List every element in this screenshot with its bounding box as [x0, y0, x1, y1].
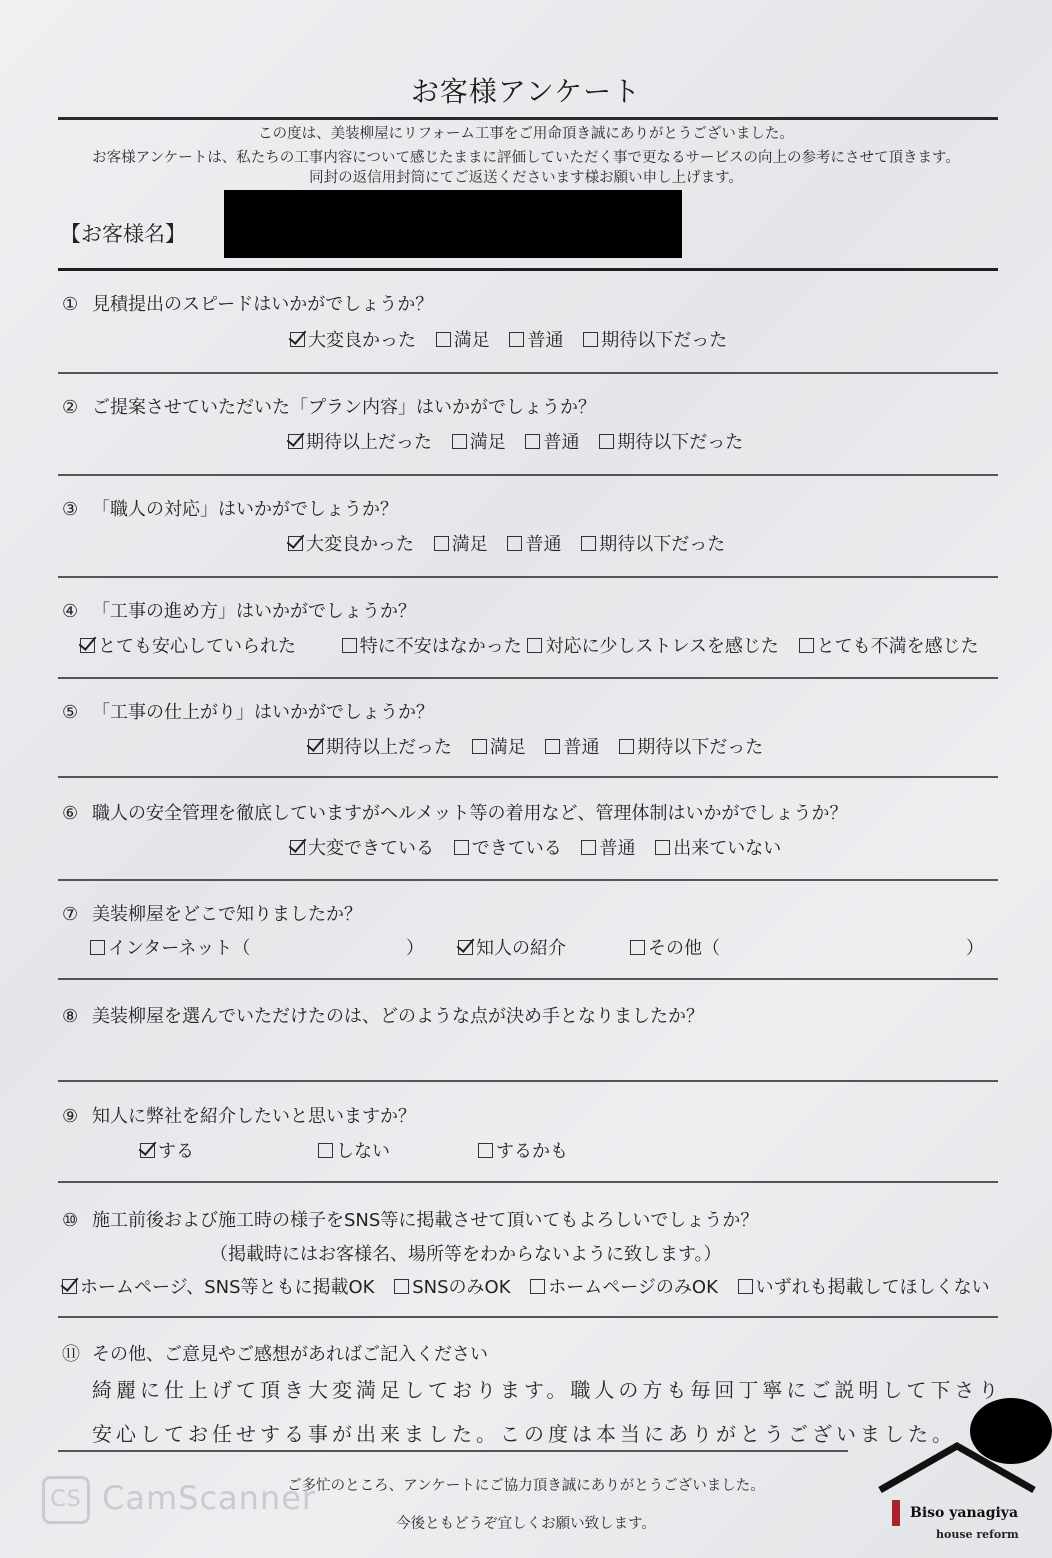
question-2 [62, 393, 596, 419]
option[interactable]: 普通 [581, 834, 635, 860]
question-text: 知人に弊社を紹介したいと思いますか？ [92, 1106, 416, 1127]
option[interactable]: 大変良かった [288, 530, 414, 556]
checked-checkbox-icon[interactable] [458, 940, 473, 955]
checked-checkbox-icon[interactable] [140, 1143, 155, 1158]
checked-checkbox-icon[interactable] [308, 739, 323, 754]
checkbox-icon[interactable] [583, 332, 598, 347]
page-title: お客様アンケート [410, 75, 642, 108]
question-number: ⑪ [62, 1344, 80, 1365]
question-text: 見積提出のスピードはいかがでしょうか？ [92, 294, 434, 315]
customer-name-rule [58, 268, 998, 271]
question-11 [62, 1340, 488, 1366]
section-rule [58, 978, 998, 980]
option[interactable]: 普通 [545, 733, 599, 759]
option[interactable]: 満足 [472, 733, 526, 759]
checkbox-icon[interactable] [509, 332, 524, 347]
footer-regards: 今後ともどうぞ宜しくお願い致します。 [396, 1516, 656, 1532]
option[interactable]: 期待以上だった [308, 733, 452, 759]
option-yes[interactable]: する [140, 1137, 194, 1163]
question-9 [62, 1102, 416, 1128]
close-paren: ） [966, 938, 984, 959]
option[interactable]: いずれも掲載してほしくない [738, 1273, 990, 1299]
checked-checkbox-icon[interactable] [288, 536, 303, 551]
section-rule [58, 776, 998, 778]
checkbox-icon[interactable] [799, 638, 814, 653]
option[interactable]: 普通 [509, 326, 563, 352]
question-number: ⑥ [62, 803, 79, 824]
option[interactable]: SNSのみOK [394, 1273, 510, 1299]
checkbox-icon[interactable] [434, 536, 449, 551]
checkbox-icon[interactable] [738, 1279, 753, 1294]
question-1 [62, 290, 433, 316]
section-rule [58, 1181, 998, 1183]
option[interactable]: 期待以下だった [619, 733, 763, 759]
question-text: 施工前後および施工時の様子をSNS等に掲載させて頂いてもよろしいでしょうか？ [92, 1210, 759, 1231]
logo-subtitle: house reform [936, 1528, 1019, 1541]
checkbox-icon[interactable] [581, 536, 596, 551]
camscanner-logo-icon: CS [42, 1476, 90, 1524]
section-rule [58, 576, 998, 578]
question-number: ⑨ [62, 1106, 79, 1127]
question-text: 「職人の対応」はいかがでしょうか？ [92, 499, 398, 520]
checked-checkbox-icon[interactable] [290, 840, 305, 855]
options-q3 [288, 530, 739, 556]
customer-name-label: 【お客様名】 [60, 222, 186, 246]
checkbox-icon[interactable] [478, 1143, 493, 1158]
question-number: ⑦ [62, 904, 79, 925]
customer-name-redaction [224, 190, 682, 258]
options-q10 [62, 1273, 990, 1299]
footer-thanks: ご多忙のところ、アンケートにご協力頂き誠にありがとうございました。 [287, 1478, 765, 1494]
options-q4 [80, 632, 993, 658]
checkbox-icon[interactable] [318, 1143, 333, 1158]
question-text: 美装柳屋をどこで知りましたか？ [92, 904, 362, 925]
option[interactable]: とても安心していられた [80, 632, 296, 658]
option-referral[interactable]: 知人の紹介 [458, 934, 566, 960]
question-3 [62, 495, 398, 521]
checkbox-icon[interactable] [527, 638, 542, 653]
question-text: 職人の安全管理を徹底していますがヘルメット等の着用など、管理体制はいかがでしょうか？ [92, 803, 848, 824]
question-number: ⑤ [62, 702, 79, 723]
question-number: ④ [62, 601, 79, 622]
intro-line-3: 同封の返信用封筒にてご返送くださいます様お願い申し上げます。 [309, 170, 743, 186]
option[interactable]: 普通 [507, 530, 561, 556]
question-number: ⑧ [62, 1006, 79, 1027]
options-q5 [308, 733, 777, 759]
section-rule [58, 372, 998, 374]
question-text: 美装柳屋を選んでいただけたのは、どのような点が決め手となりましたか？ [92, 1006, 704, 1027]
checkbox-icon[interactable] [655, 840, 670, 855]
question-6 [62, 799, 847, 825]
option[interactable]: ホームページ、SNS等ともに掲載OK [62, 1273, 375, 1299]
checkbox-icon[interactable] [454, 840, 469, 855]
question-text: 「工事の進め方」はいかがでしょうか？ [92, 601, 416, 622]
checked-checkbox-icon[interactable] [62, 1279, 77, 1294]
checkbox-icon[interactable] [530, 1279, 545, 1294]
checkbox-icon[interactable] [619, 739, 634, 754]
checkbox-icon[interactable] [436, 332, 451, 347]
question-8 [62, 1002, 704, 1028]
handwritten-comment-line-1: 綺麗に仕上げて頂き大変満足しております。職人の方も毎回丁寧にご説明して下さり [92, 1378, 1003, 1402]
close-paren: ） [406, 938, 424, 959]
option[interactable]: 特に不安はなかった [342, 632, 522, 658]
checkbox-icon[interactable] [342, 638, 357, 653]
option[interactable]: できている [454, 834, 562, 860]
question-5 [62, 698, 434, 724]
option[interactable]: 普通 [525, 428, 579, 454]
checkbox-icon[interactable] [507, 536, 522, 551]
checked-checkbox-icon[interactable] [80, 638, 95, 653]
option[interactable]: 期待以下だった [581, 530, 725, 556]
options-q6 [290, 834, 795, 860]
option-no[interactable]: しない [318, 1137, 390, 1163]
options-q2 [288, 428, 757, 454]
question-4 [62, 597, 416, 623]
question-number: ③ [62, 499, 79, 520]
checkbox-icon[interactable] [90, 940, 105, 955]
handwritten-comment-line-2: 安心してお任せする事が出来ました。この度は本当にありがとうございました。 [92, 1422, 956, 1446]
question-text: 「工事の仕上がり」はいかがでしょうか？ [92, 702, 434, 723]
option[interactable]: 満足 [452, 428, 506, 454]
option-internet[interactable]: インターネット（ [90, 934, 250, 960]
option[interactable]: 満足 [436, 326, 490, 352]
question-10 [62, 1206, 758, 1232]
checked-checkbox-icon[interactable] [288, 434, 303, 449]
question-number: ⑩ [62, 1210, 79, 1231]
option-maybe[interactable]: するかも [478, 1137, 568, 1163]
section-rule [58, 879, 998, 881]
option[interactable]: とても不満を感じた [799, 632, 979, 658]
section-rule [58, 1080, 998, 1082]
section-rule [58, 1316, 998, 1318]
section-rule [58, 474, 998, 476]
question-number: ② [62, 397, 79, 418]
options-q1 [290, 326, 741, 352]
option-other[interactable]: その他（ [630, 934, 720, 960]
intro-line-2: お客様アンケートは、私たちの工事内容について感じたままに評価していただく事で更なるサービスの向上の参考にさせて頂きます。 [92, 150, 960, 166]
option[interactable]: 満足 [434, 530, 488, 556]
checkbox-icon[interactable] [545, 739, 560, 754]
section-rule [58, 1450, 848, 1452]
section-rule [58, 677, 998, 679]
option[interactable]: 期待以下だった [583, 326, 727, 352]
option[interactable]: 出来ていない [655, 834, 781, 860]
checkbox-icon[interactable] [525, 434, 540, 449]
option[interactable]: 対応に少しストレスを感じた [527, 632, 778, 658]
checkbox-icon[interactable] [630, 940, 645, 955]
question-10-note: （掲載時にはお客様名、場所等をわからないように致します。） [210, 1244, 722, 1265]
checkbox-icon[interactable] [452, 434, 467, 449]
question-text: ご提案させていただいた「プラン内容」はいかがでしょうか？ [92, 397, 596, 418]
checkbox-icon[interactable] [394, 1279, 409, 1294]
checkbox-icon[interactable] [472, 739, 487, 754]
question-text: その他、ご意見やご感想があればご記入ください [92, 1344, 488, 1365]
option[interactable]: 大変できている [290, 834, 434, 860]
option[interactable]: ホームページのみOK [530, 1273, 718, 1299]
question-number: ① [62, 294, 79, 315]
question-7 [62, 900, 362, 926]
checkbox-icon[interactable] [581, 840, 596, 855]
option[interactable]: 期待以上だった [288, 428, 432, 454]
intro-line-1: この度は、美装柳屋にリフォーム工事をご用命頂き誠にありがとうございました。 [258, 126, 794, 142]
title-underline [58, 117, 998, 120]
camscanner-watermark: CS CamScanner [42, 1476, 316, 1524]
logo-name: Biso yanagiya [910, 1505, 1019, 1521]
option[interactable]: 大変良かった [290, 326, 416, 352]
option[interactable]: 期待以下だった [599, 428, 743, 454]
checked-checkbox-icon[interactable] [290, 332, 305, 347]
checkbox-icon[interactable] [599, 434, 614, 449]
